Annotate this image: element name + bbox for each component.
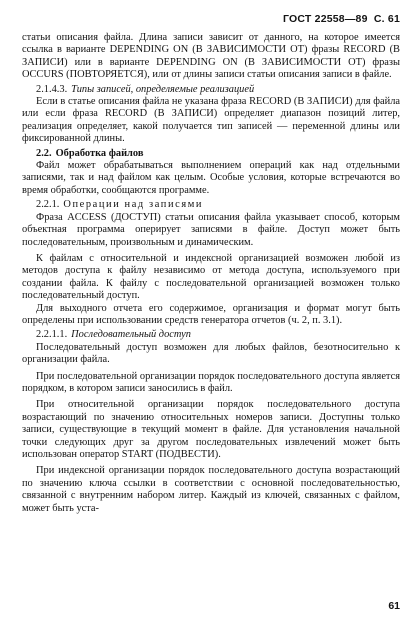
running-header (22, 12, 400, 28)
paragraph-indexed-organization: При индексной организации порядок последовательного доступа возрастающий по значению ключа ссылки в соответствии с основной последовательностью, связанной с внутренним набором литер. Каждый из ключей, связанных с файлом, может быть уста- (22, 465, 400, 514)
body-text (22, 32, 400, 515)
header-page-label: С. 61 (373, 13, 400, 25)
paragraph-sequential-access: Последовательный доступ возможен для любых файлов, безотносительно к организации файла. (22, 341, 400, 366)
paragraph-access-methods: К файлам с относительной и индексной организацией возможен любой из методов доступа к файлу независимо от метода доступа, используемого при создании файла. К файлу с последовательной организацией возможен только последовательный доступ. (22, 252, 400, 302)
section-title: Обработка файлов (55, 147, 144, 159)
section-number: 2.2. (36, 147, 52, 159)
paragraph-record-types: Если в статье описания файла не указана фраза RECORD (В ЗАПИСИ) для файла или если фраза RECORD (В ЗАПИСИ) определяет диапазон позиций литер, реализация определяет, какой получается тип записей — переменной длины или фиксированной длины. (22, 96, 400, 145)
paragraph-file-processing: Файл может обрабатываться выполнением операций как над отдельными записями, так и над файлом как целым. Особые условия, которые встречаются во время обработки, сообщаются программе. (22, 160, 400, 196)
section-2-1-4-3-heading (22, 84, 400, 96)
section-title: Операции над записями (63, 199, 204, 211)
section-number: 2.2.1. (36, 199, 60, 211)
paragraph-access-phrase: Фраза ACCESS (ДОСТУП) статьи описания файла указывает способ, которым объектная программа оперирует записями в файле. Доступ может быть последовательным, произвольным и динамическим. (22, 211, 400, 248)
section-2-2-1-1-heading (22, 329, 400, 341)
section-number: 2.1.4.3. (36, 83, 68, 95)
section-2-2-heading (22, 148, 400, 160)
paragraph-report-output: Для выходного отчета его содержимое, организация и формат могут быть определены при использовании средств генератора отчетов (ч. 2, п. 3.1). (22, 302, 400, 326)
section-number: 2.2.1.1. (36, 329, 68, 341)
section-title: Последовательный доступ (71, 329, 191, 341)
section-2-2-1-heading (22, 199, 400, 211)
standard-number: ГОСТ 22558—89 (283, 13, 368, 25)
paragraph-record-length: статьи описания файла. Длина записи зависит от данного, на которое имеется ссылка в варианте DEPENDING ON (В ЗАВИСИМОСТИ ОТ) фразы RECORD (В ЗАПИСИ) или в варианте DEPENDING ON (В ЗАВИСИМОСТИ ОТ) фразы OCCURS (ПОВТОРЯЕТСЯ), или от длины записи статьи описания записи в файле. (22, 32, 400, 81)
section-title: Типы записей, определяемые реализацией (71, 83, 255, 95)
paragraph-sequential-organization: При последовательной организации порядок последовательного доступа является порядком, в котором записи заносились в файл. (22, 370, 400, 394)
paragraph-relative-organization: При относительной организации порядок последовательного доступа возрастающий по значению относительных номеров записи. Доступны только записи, существующие в текущий момент в файле. Для установления начальной точки следующих друг за другом последовательных извлечений может быть использован оператор START (ПОДВЕСТИ). (22, 399, 400, 460)
page-number: 61 (388, 600, 400, 612)
